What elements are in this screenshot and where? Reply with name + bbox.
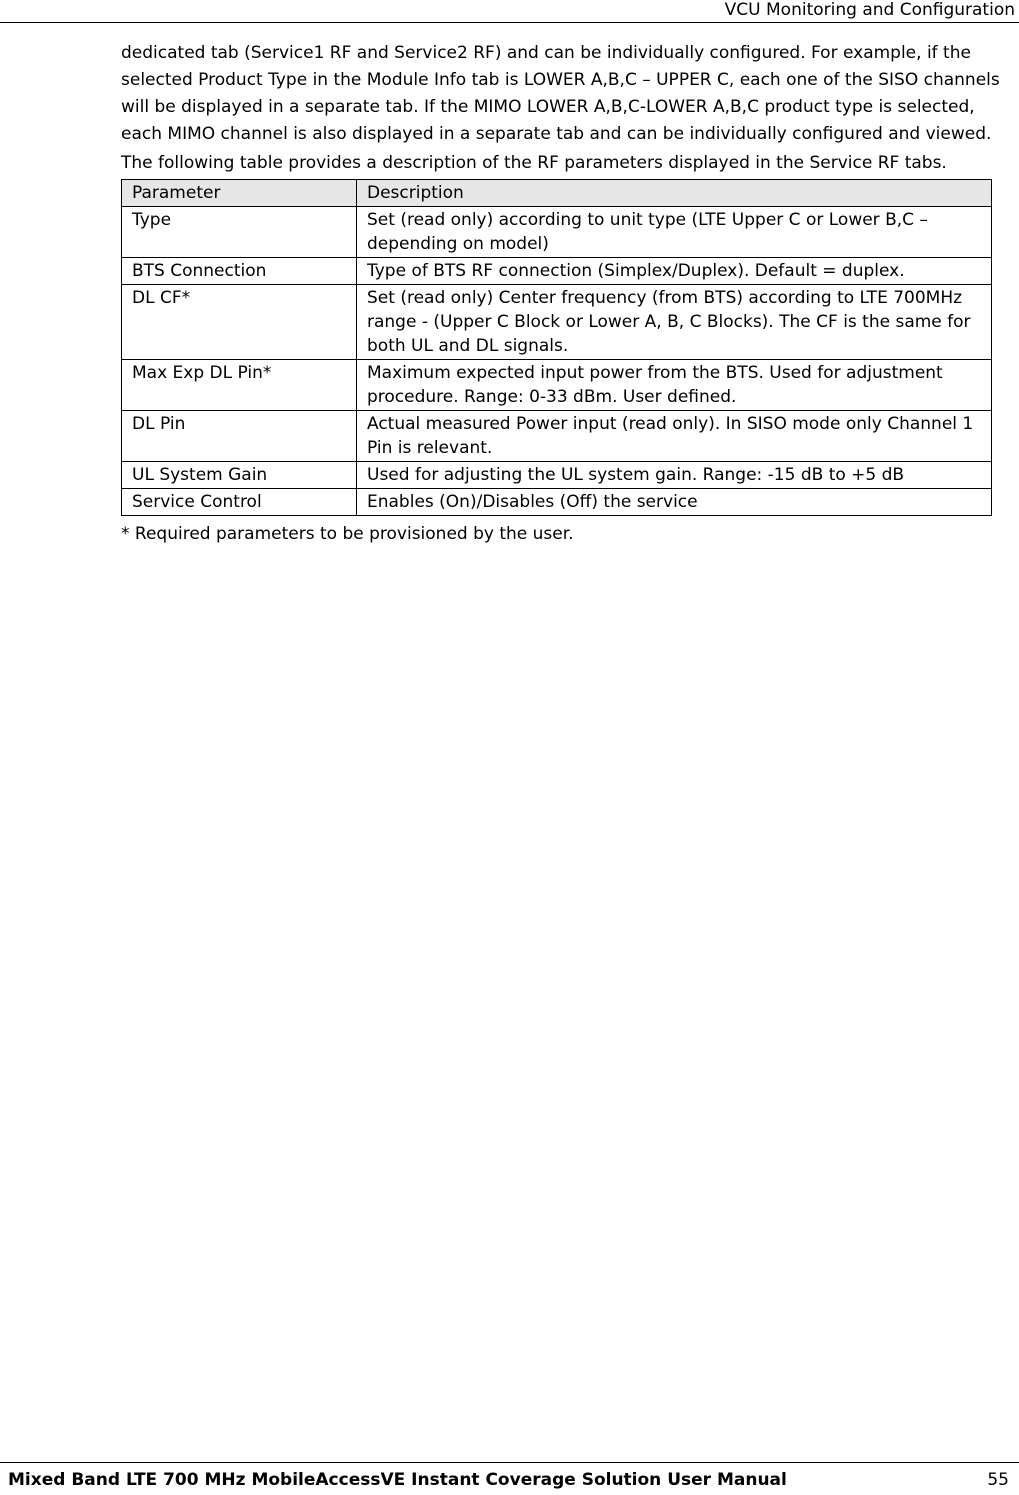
parameter-cell: DL Pin — [122, 411, 357, 462]
description-cell: Set (read only) Center frequency (from BTS) according to LTE 700MHz range - (Upper C Block or Lower A, B, C Blocks). The CF is the same for both UL and DL signals. — [357, 285, 992, 360]
header-title: VCU Monitoring and Configuration — [724, 0, 1015, 20]
parameter-cell: Max Exp DL Pin* — [122, 360, 357, 411]
description-cell: Set (read only) according to unit type (LTE Upper C or Lower B,C – depending on model) — [357, 207, 992, 258]
parameter-cell: BTS Connection — [122, 258, 357, 285]
column-header-description: Description — [357, 180, 992, 207]
page-header — [0, 0, 1019, 23]
parameter-cell: Service Control — [122, 489, 357, 516]
table-header-row — [122, 180, 992, 207]
parameter-cell: DL CF* — [122, 285, 357, 360]
description-cell: Maximum expected input power from the BTS. Used for adjustment procedure. Range: 0-33 dBm. User defined. — [357, 360, 992, 411]
table-row — [122, 489, 992, 516]
table-row — [122, 360, 992, 411]
parameter-cell: UL System Gain — [122, 462, 357, 489]
page-number: 55 — [987, 1470, 1009, 1490]
footnote: * Required parameters to be provisioned by the user. — [121, 524, 574, 544]
description-cell: Used for adjusting the UL system gain. Range: -15 dB to +5 dB — [357, 462, 992, 489]
table-row — [122, 207, 992, 258]
description-cell: Type of BTS RF connection (Simplex/Duplex). Default = duplex. — [357, 258, 992, 285]
footer-manual-title: Mixed Band LTE 700 MHz MobileAccessVE Instant Coverage Solution User Manual — [8, 1470, 787, 1490]
parameter-cell: Type — [122, 207, 357, 258]
table-row — [122, 411, 992, 462]
column-header-parameter: Parameter — [122, 180, 357, 207]
description-cell: Enables (On)/Disables (Off) the service — [357, 489, 992, 516]
page-content — [121, 40, 1001, 548]
page-footer — [0, 1462, 1019, 1495]
table-row — [122, 462, 992, 489]
table-row — [122, 285, 992, 360]
rf-parameters-table — [121, 179, 992, 516]
table-row — [122, 258, 992, 285]
body-paragraph: dedicated tab (Service1 RF and Service2 RF) and can be individually configured. For example, if the selected Product Type in the Module Info tab is LOWER A,B,C – UPPER C, each one of the SISO channels will be displayed in a separate tab. If the MIMO LOWER A,B,C-LOWER A,B,C product type is selected, each MIMO channel is also displayed in a separate tab and can be individually configured and viewed. — [121, 43, 1000, 144]
description-cell: Actual measured Power input (read only). In SISO mode only Channel 1 Pin is relevant. — [357, 411, 992, 462]
table-intro-paragraph: The following table provides a description of the RF parameters displayed in the Service RF tabs. — [121, 153, 947, 173]
